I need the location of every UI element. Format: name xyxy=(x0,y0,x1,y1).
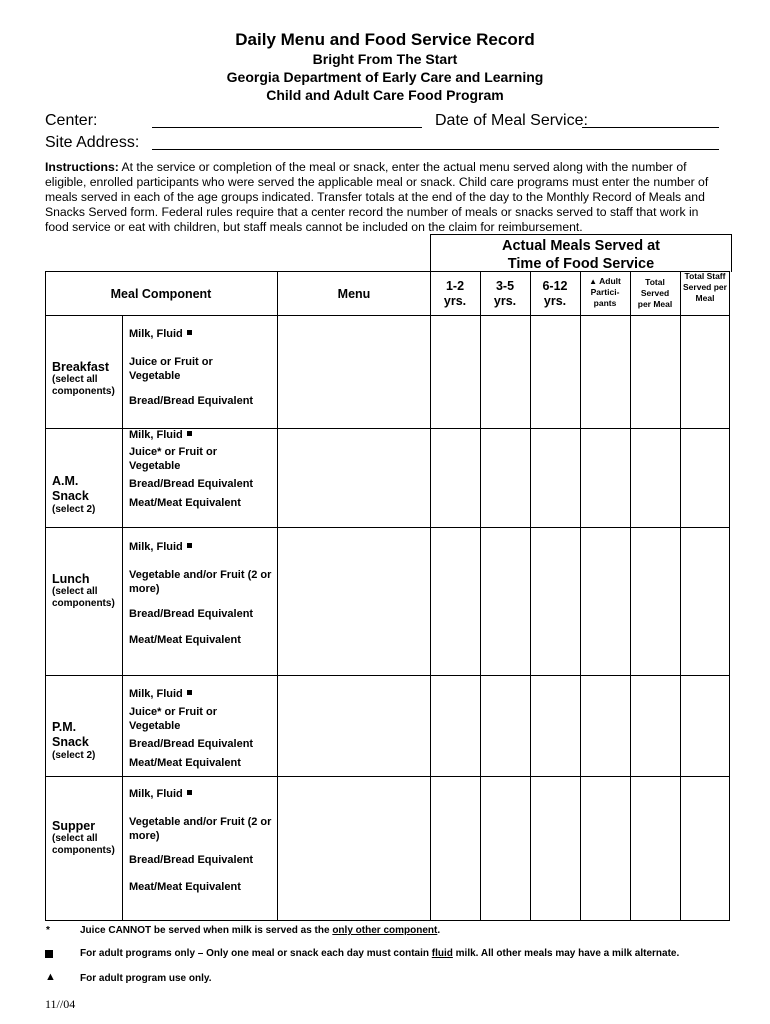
component-meat: Meat/Meat Equivalent xyxy=(129,634,241,646)
revision-date: 11//04 xyxy=(45,997,76,1011)
component-bread: Bread/Bread Equivalent xyxy=(129,738,254,750)
col-total-served: Total Served per Meal xyxy=(637,277,673,309)
component-bread: Bread/Bread Equivalent xyxy=(129,395,254,407)
center-label: Center: xyxy=(45,112,98,129)
col-1-2-yrs: 1-2 yrs. xyxy=(443,279,467,308)
component-bread: Bread/Bread Equivalent xyxy=(129,478,254,490)
instructions-text: At the service or completion of the meal or snack, enter the actual menu served along with the number of eligible, enrolled participants who were served the applicable meal or snack. Child care programs must enter the number of meals served in each of the age groups indicated. Transfer totals at the end of the day to the Monthly Record of Meals and Snacks Served form. Federal rules require that a center record the number of meals or snacks served to staff that work in food service or eat with children, but staff meals cannot be included on the claim for reimbursement. xyxy=(45,160,709,234)
site-address-field[interactable] xyxy=(152,149,719,150)
org-line-1: Bright From The Start xyxy=(312,51,458,67)
date-label: Date of Meal Service: xyxy=(435,112,588,129)
col-menu: Menu xyxy=(337,287,371,301)
instructions-label: Instructions: xyxy=(45,160,119,174)
footnote-juice: Juice CANNOT be served when milk is served as the only other component. xyxy=(80,925,441,936)
footnote-adult-use: For adult program use only. xyxy=(80,973,212,984)
col-adult-participants: ▲ Adult Partici- pants xyxy=(589,276,621,308)
col-meal-component: Meal Component xyxy=(110,287,212,301)
square-icon xyxy=(187,790,192,795)
component-milk: Milk, Fluid xyxy=(129,429,192,441)
component-meat: Meat/Meat Equivalent xyxy=(129,757,241,769)
component-bread: Bread/Bread Equivalent xyxy=(129,608,254,620)
form-title: Daily Menu and Food Service Record xyxy=(235,30,535,49)
component-bread: Bread/Bread Equivalent xyxy=(129,854,254,866)
triangle-icon: ▲ xyxy=(45,971,56,983)
center-field[interactable] xyxy=(152,127,422,128)
meal-breakfast: Breakfast (select all components) xyxy=(52,360,115,397)
component-juice: Juice* or Fruit or Vegetable xyxy=(129,706,218,732)
meal-lunch: Lunch (select all components) xyxy=(52,572,115,609)
actual-meals-header-box xyxy=(430,234,732,272)
square-icon xyxy=(187,690,192,695)
component-milk: Milk, Fluid xyxy=(129,788,192,800)
footnote-fluid-milk: For adult programs only – Only one meal or snack each day must contain fluid milk. All other meals may have a milk alternate. xyxy=(80,948,680,959)
col-3-5-yrs: 3-5 yrs. xyxy=(493,279,517,308)
meal-supper: Supper (select all components) xyxy=(52,819,115,856)
meal-am-snack: A.M. Snack (select 2) xyxy=(52,474,96,515)
square-icon xyxy=(187,431,192,436)
component-veg-fruit: Vegetable and/or Fruit (2 or more) xyxy=(129,816,272,842)
component-juice: Juice or Fruit or Vegetable xyxy=(129,356,213,382)
component-juice: Juice* or Fruit or Vegetable xyxy=(129,446,218,472)
footnote-star-mark: * xyxy=(46,925,50,936)
square-icon xyxy=(45,950,53,958)
meal-pm-snack: P.M. Snack (select 2) xyxy=(52,720,96,761)
org-line-3: Child and Adult Care Food Program xyxy=(266,87,504,103)
square-icon xyxy=(187,330,192,335)
org-line-2: Georgia Department of Early Care and Learning xyxy=(226,69,544,85)
component-milk: Milk, Fluid xyxy=(129,541,192,553)
square-icon xyxy=(187,543,192,548)
instructions xyxy=(45,160,725,235)
component-milk: Milk, Fluid xyxy=(129,688,192,700)
component-milk: Milk, Fluid xyxy=(129,328,192,340)
site-address-label: Site Address: xyxy=(45,134,140,151)
col-6-12-yrs: 6-12 yrs. xyxy=(542,279,568,308)
component-meat: Meat/Meat Equivalent xyxy=(129,497,241,509)
date-field[interactable] xyxy=(582,127,719,128)
component-veg-fruit: Vegetable and/or Fruit (2 or more) xyxy=(129,569,272,595)
component-meat: Meat/Meat Equivalent xyxy=(129,881,241,893)
actual-meals-header: Actual Meals Served at Time of Food Service xyxy=(502,238,660,272)
triangle-icon: ▲ xyxy=(589,277,598,286)
col-staff-served: Total Staff Served per Meal xyxy=(683,271,727,303)
